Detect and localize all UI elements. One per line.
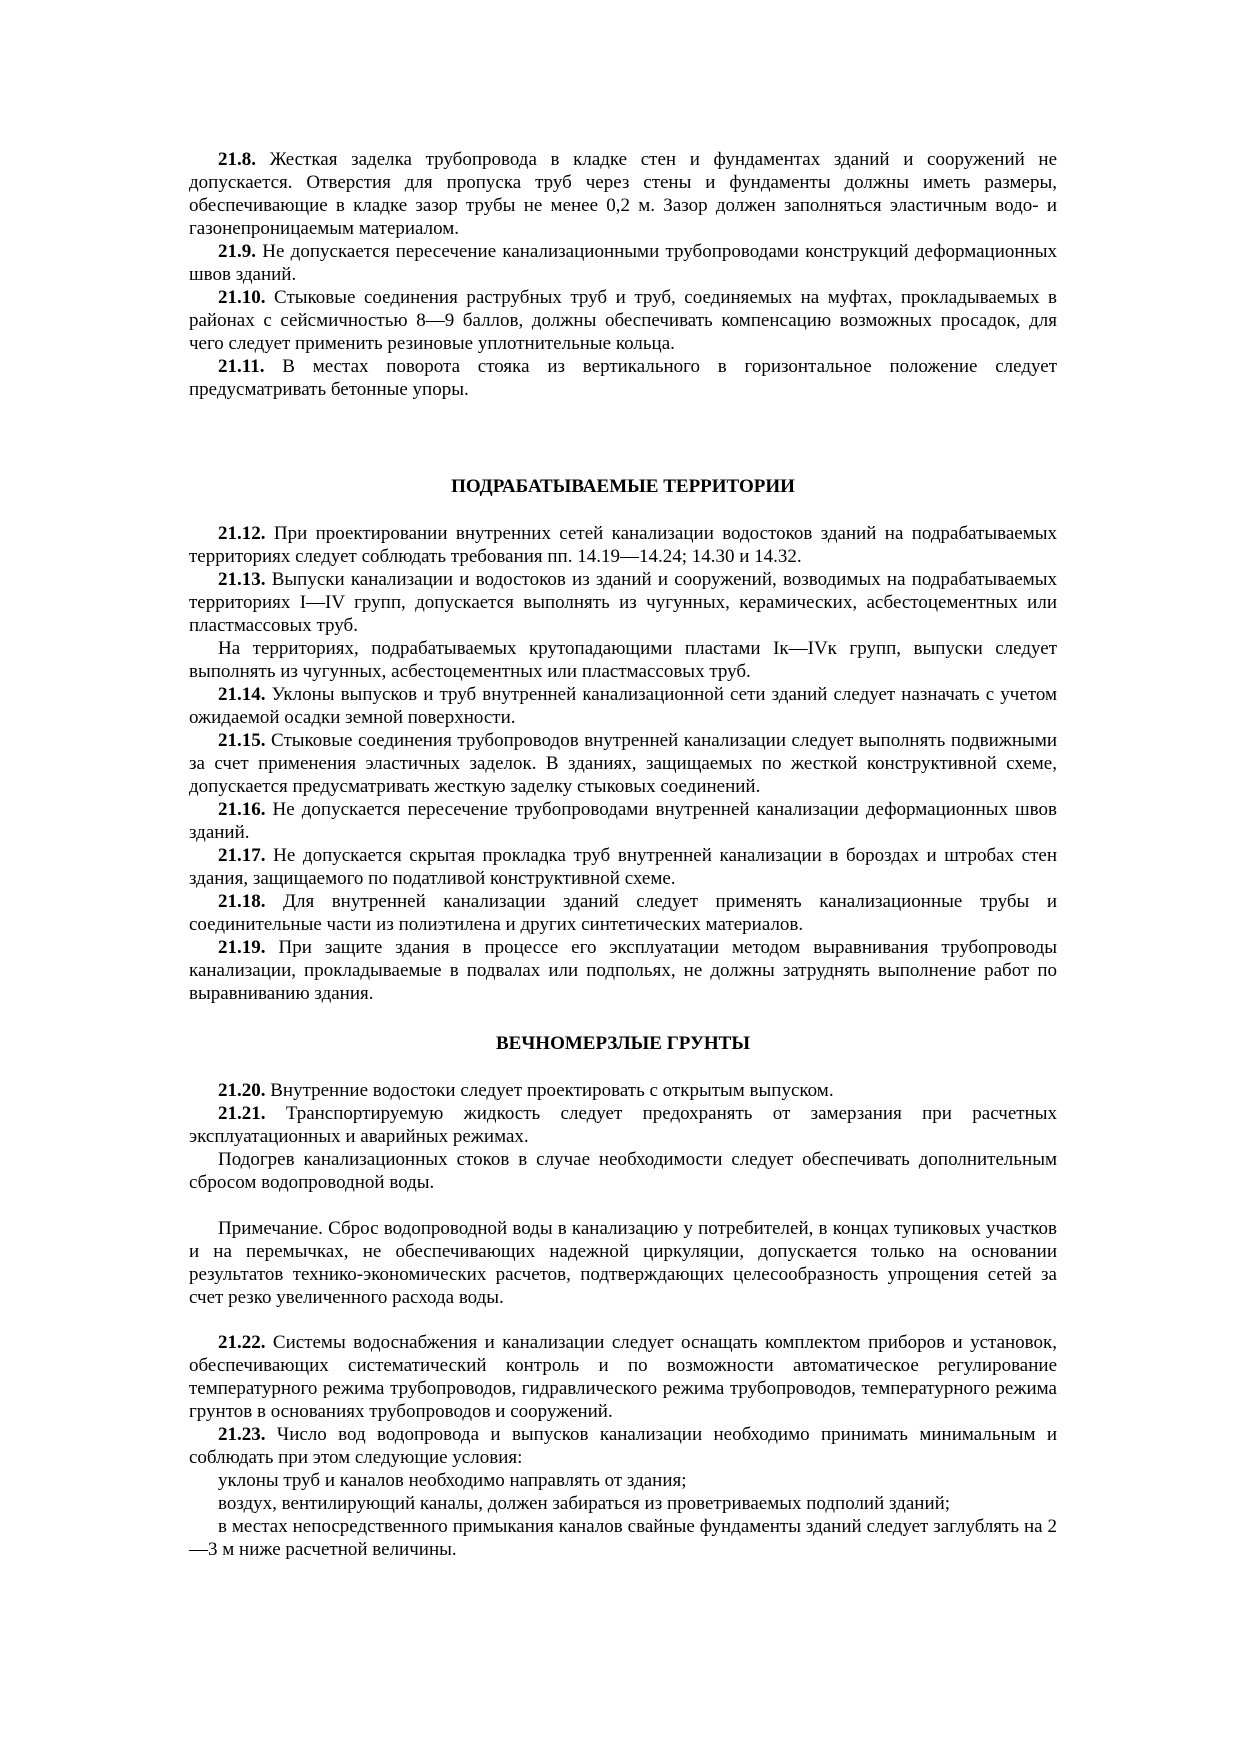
clause-number: 21.22. [218, 1332, 266, 1353]
paragraph-21-11 [189, 355, 1057, 401]
clause-text: Транспортируемую жидкость следует предохранять от замерзания при расчетных эксплуатационных и аварийных режимах. [189, 1103, 1057, 1147]
clause-text: Стыковые соединения трубопроводов внутренней канализации следует выполнять подвижными за счет применения эластичных заделок. В зданиях, защищаемых по жесткой конструктивной схеме, допускается предусматривать жесткую заделку стыковых соединений. [189, 730, 1058, 797]
clause-number: 21.9. [218, 241, 256, 262]
note-block [189, 1217, 1057, 1309]
paragraph-21-12 [189, 522, 1057, 568]
paragraph-21-15 [189, 729, 1057, 798]
paragraph-21-22 [189, 1331, 1057, 1423]
section-permafrost [189, 1079, 1057, 1194]
paragraph-21-9 [189, 240, 1057, 286]
clause-text: в местах непосредственного примыкания каналов свайные фундаменты зданий следует заглублять на 2—3 м ниже расчетной величины. [189, 1516, 1057, 1560]
clause-number: 21.23. [218, 1424, 266, 1445]
clause-text: Не допускается пересечение трубопроводами внутренней канализации деформационных швов зданий. [189, 799, 1057, 843]
section-undermined-territories [189, 522, 1057, 1005]
heading-undermined-territories: ПОДРАБАТЫВАЕМЫЕ ТЕРРИТОРИИ [451, 476, 795, 497]
clause-text: Подогрев канализационных стоков в случае необходимости следует обеспечивать дополнительным сбросом водопроводной воды. [189, 1149, 1057, 1193]
paragraph-21-8 [189, 148, 1057, 240]
paragraph-21-14 [189, 683, 1057, 729]
condition-item [189, 1469, 1057, 1492]
section-permafrost-continued [189, 1331, 1057, 1561]
heading-permafrost: ВЕЧНОМЕРЗЛЫЕ ГРУНТЫ [496, 1033, 750, 1054]
paragraph-21-10 [189, 286, 1057, 355]
clause-text: воздух, вентилирующий каналы, должен забираться из проветриваемых подполий зданий; [218, 1493, 951, 1514]
clause-text: Системы водоснабжения и канализации следует оснащать комплектом приборов и установок, обеспечивающих систематический контроль и по возможности автоматическое регулирование температурного режима трубопроводов, гидравлического режима трубопроводов, температурного режима грунтов в основаниях трубопроводов и сооружений. [189, 1332, 1057, 1422]
clause-text: Выпуски канализации и водостоков из зданий и сооружений, возводимых на подрабатываемых территориях I—IV групп, допускается выполнять из чугунных, керамических, асбестоцементных или пластмассовых труб. [189, 569, 1058, 636]
clause-number: 21.18. [218, 891, 266, 912]
clause-number: 21.21. [218, 1103, 266, 1124]
paragraph-21-23 [189, 1423, 1057, 1469]
clause-text: Уклоны выпусков и труб внутренней канализационной сети зданий следует назначать с учетом ожидаемой осадки земной поверхности. [189, 684, 1058, 728]
paragraph-21-17 [189, 844, 1057, 890]
paragraph-21-20 [189, 1079, 1057, 1102]
clause-text: Внутренние водостоки следует проектировать с открытым выпуском. [270, 1080, 834, 1101]
clause-text: При защите здания в процессе его эксплуатации методом выравнивания трубопроводы канализации, прокладываемые в подвалах или подпольях, не должны затруднять выполнение работ по выравниванию здания. [189, 937, 1058, 1004]
clause-number: 21.13. [218, 569, 266, 590]
clause-number: 21.8. [218, 149, 256, 170]
paragraph-21-21-continued [189, 1148, 1057, 1194]
clause-text: Число вод водопровода и выпусков канализации необходимо принимать минимальным и соблюдать при этом следующие условия: [189, 1424, 1058, 1468]
clause-number: 21.14. [218, 684, 266, 705]
paragraph-21-13-continued [189, 637, 1057, 683]
paragraph-21-19 [189, 936, 1057, 1005]
clause-text: Не допускается скрытая прокладка труб внутренней канализации в бороздах и штробах стен здания, защищаемого по податливой конструктивной схеме. [189, 845, 1058, 889]
clause-text: При проектировании внутренних сетей канализации водостоков зданий на подрабатываемых территориях следует соблюдать требования пп. 14.19—14.24; 14.30 и 14.32. [189, 523, 1058, 567]
clause-number: 21.17. [218, 845, 266, 866]
clause-number: 21.15. [218, 730, 266, 751]
paragraph-21-13 [189, 568, 1057, 637]
clause-number: 21.10. [218, 287, 266, 308]
section-general [189, 148, 1057, 401]
clause-text: Для внутренней канализации зданий следует применять канализационные трубы и соединительные части из полиэтилена и других синтетических материалов. [189, 891, 1057, 935]
condition-item [189, 1492, 1057, 1515]
clause-number: 21.11. [218, 356, 265, 377]
clause-number: 21.16. [218, 799, 266, 820]
paragraph-21-16 [189, 798, 1057, 844]
note-text: Примечание. Сброс водопроводной воды в канализацию у потребителей, в концах тупиковых участков и на перемычках, не обеспечивающих надежной циркуляции, допускается только на основании результатов технико-экономических расчетов, подтверждающих целесообразность упрощения сетей за счет резко увеличенного расхода воды. [189, 1218, 1057, 1308]
clause-number: 21.20. [218, 1080, 266, 1101]
clause-text: Жесткая заделка трубопровода в кладке стен и фундаментах зданий и сооружений не допускается. Отверстия для пропуска труб через стены и фундаменты должны иметь размеры, обеспечивающие в кладке зазор трубы не менее 0,2 м. Зазор должен заполняться эластичным водо- и газонепроницаемым материалом. [189, 149, 1058, 239]
clause-number: 21.12. [218, 523, 266, 544]
condition-item [189, 1515, 1057, 1561]
clause-text: Стыковые соединения раструбных труб и труб, соединяемых на муфтах, прокладываемых в районах с сейсмичностью 8—9 баллов, должны обеспечивать компенсацию возможных просадок, для чего следует применить резиновые уплотнительные кольца. [189, 287, 1057, 354]
clause-number: 21.19. [218, 937, 266, 958]
clause-text: Не допускается пересечение канализационными трубопроводами конструкций деформационных швов зданий. [189, 241, 1057, 285]
clause-text: В местах поворота стояка из вертикального в горизонтальное положение следует предусматривать бетонные упоры. [189, 356, 1057, 400]
paragraph-21-21 [189, 1102, 1057, 1148]
clause-text: уклоны труб и каналов необходимо направлять от здания; [218, 1470, 687, 1491]
paragraph-21-18 [189, 890, 1057, 936]
clause-text: На территориях, подрабатываемых крутопадающими пластами Iк—IVк групп, выпуски следует выполнять из чугунных, асбестоцементных или пластмассовых труб. [189, 638, 1057, 682]
